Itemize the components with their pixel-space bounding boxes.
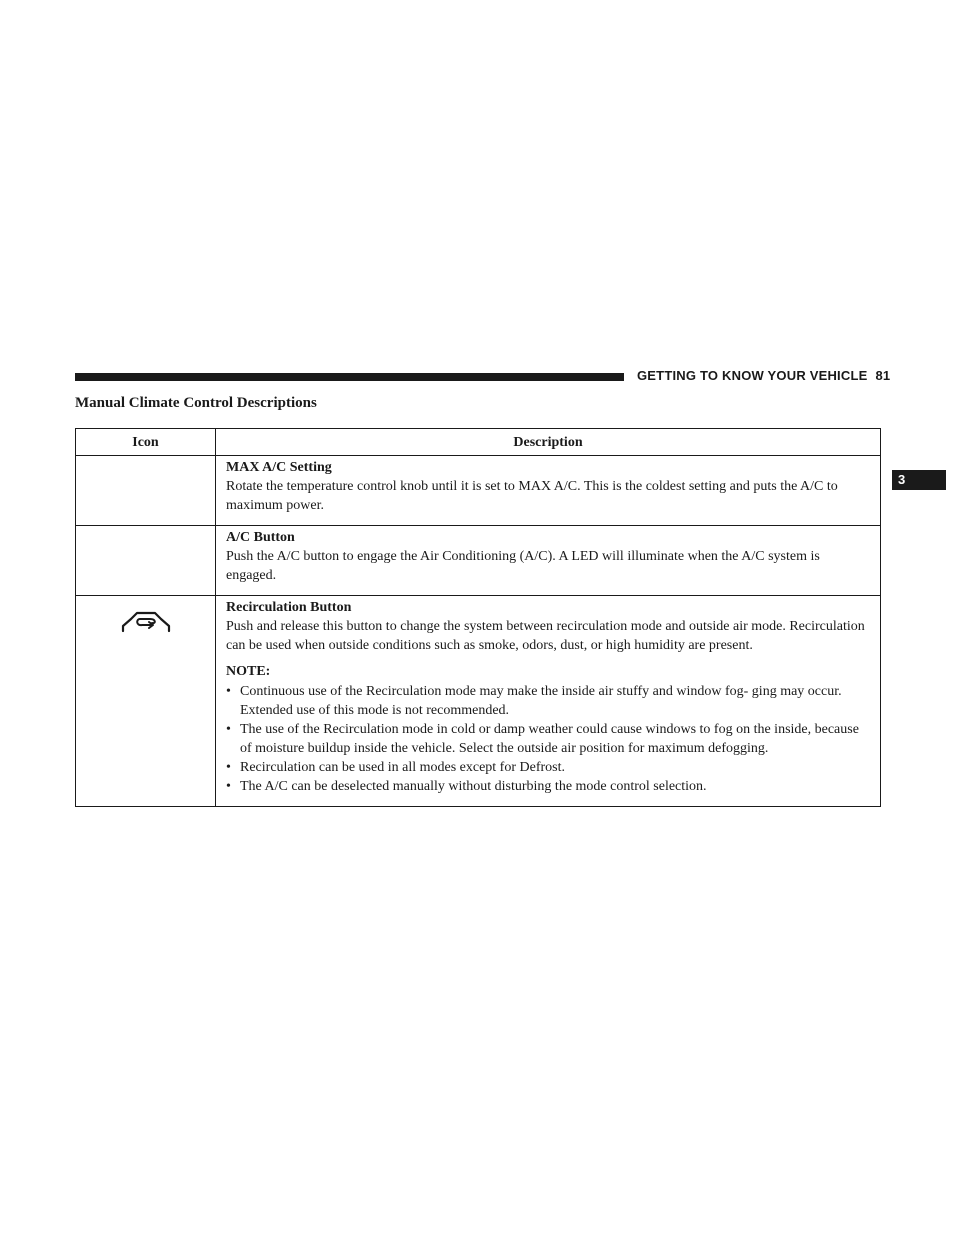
list-item: • The A/C can be deselected manually without disturbing the mode control selection. (226, 777, 870, 796)
chapter-tab: 3 (892, 470, 946, 490)
description-cell (216, 526, 881, 596)
table-row (76, 596, 881, 807)
recirculation-icon (118, 610, 174, 642)
climate-control-table (75, 428, 881, 807)
list-item: • Continuous use of the Recirculation mode may make the inside air stuffy and window fog- ging may occur. Extended use of this mode is not recommended. (226, 682, 870, 720)
row-text: Push and release this button to change the system between recirculation mode and outside air mode. Recirculation can be used when outside conditions such as smoke, odors, dust, or high humidity are present. (226, 619, 865, 653)
row-title: Recirculation Button (226, 600, 352, 615)
section-title: Manual Climate Control Descriptions (75, 395, 317, 411)
description-cell (216, 456, 881, 526)
running-header (637, 368, 890, 383)
table-row (76, 526, 881, 596)
table-row (76, 456, 881, 526)
list-item: • Recirculation can be used in all modes except for Defrost. (226, 758, 870, 777)
icon-cell (76, 596, 216, 807)
description-cell (216, 596, 881, 807)
header-icon: Icon (76, 429, 216, 456)
icon-cell (76, 526, 216, 596)
note-list (226, 682, 870, 796)
row-text: Push the A/C button to engage the Air Conditioning (A/C). A LED will illuminate when the A/C system is engaged. (226, 549, 820, 583)
list-item: • The use of the Recirculation mode in cold or damp weather could cause windows to fog on the inside, because of moisture buildup inside the vehicle. Select the outside air position for maximum defogging. (226, 720, 870, 758)
icon-cell (76, 456, 216, 526)
row-text: Rotate the temperature control knob until it is set to MAX A/C. This is the coldest setting and puts the A/C to maximum power. (226, 479, 838, 513)
page-number: 81 (875, 368, 891, 383)
header-description: Description (216, 429, 881, 456)
row-title: MAX A/C Setting (226, 460, 332, 475)
row-title: A/C Button (226, 530, 295, 545)
header-rule (75, 373, 624, 381)
note-label: NOTE: (226, 664, 271, 679)
header-section-title: GETTING TO KNOW YOUR VEHICLE (637, 368, 868, 383)
table-header-row (76, 429, 881, 456)
